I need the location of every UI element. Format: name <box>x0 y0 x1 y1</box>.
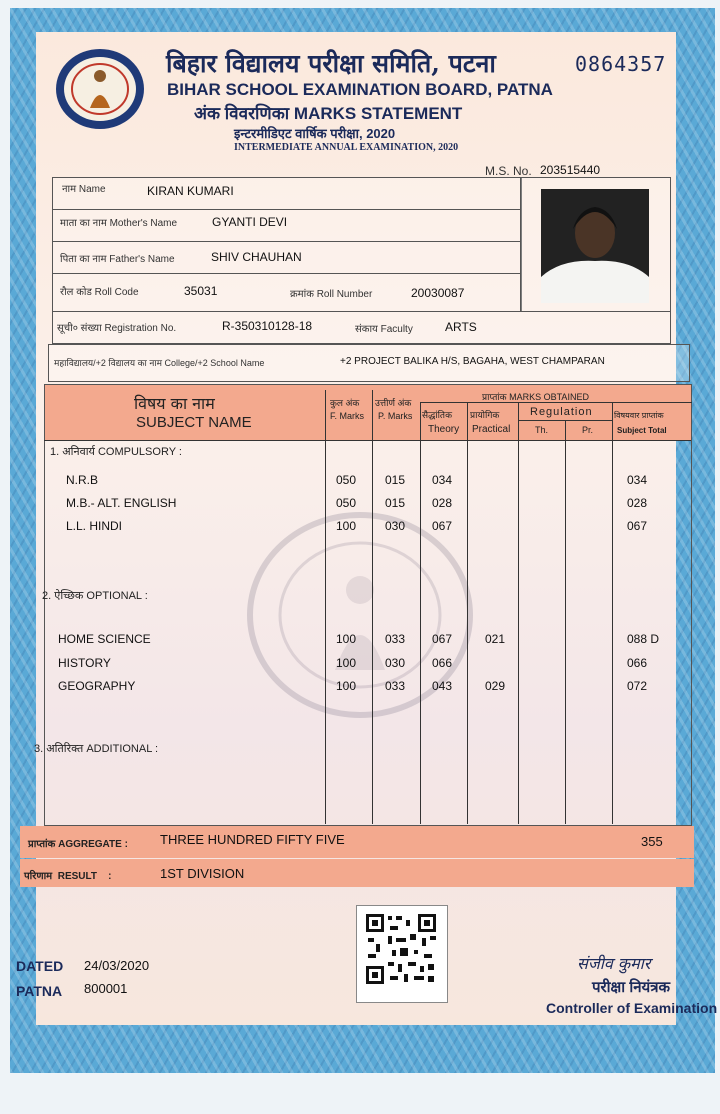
regulation-pr: Pr. <box>582 425 594 435</box>
theory-hindi: सैद्धांतिक <box>422 410 452 420</box>
faculty-value: ARTS <box>445 320 477 334</box>
practical-hindi: प्रायोगिक <box>470 410 500 420</box>
optional-section-label: 2. ऐच्छिक OPTIONAL : <box>42 590 148 602</box>
subject-total-cell: 028 <box>627 496 648 510</box>
aggregate-words: THREE HUNDRED FIFTY FIVE <box>160 832 345 847</box>
fmarks-hindi: कुल अंक <box>330 398 360 408</box>
exam-title-hindi: इन्टरमीडिएट वार्षिक परीक्षा, 2020 <box>234 126 396 141</box>
subject-total-hindi: विषयवार प्राप्तांक <box>614 411 664 420</box>
mother-label: माता का नाम Mother's Name <box>60 218 178 229</box>
additional-section-label: 3. अतिरिक्त ADDITIONAL : <box>34 743 159 755</box>
pass-marks-cell: 030 <box>385 656 406 670</box>
theory-cell: 028 <box>432 496 453 510</box>
pass-marks-cell: 033 <box>385 632 406 646</box>
theory-cell: 043 <box>432 679 453 693</box>
full-marks-cell: 050 <box>336 496 357 510</box>
college-label: महाविद्यालय/+2 विद्यालय का नाम College/+2 School Name <box>54 358 265 368</box>
controller-signature: संजीव कुमार <box>577 954 651 973</box>
subject-name: M.B.- ALT. ENGLISH <box>66 496 177 510</box>
theory-cell: 067 <box>432 632 453 646</box>
place-label: PATNA <box>16 983 63 999</box>
roll-code-value: 35031 <box>184 284 218 298</box>
result-band <box>20 859 694 887</box>
student-name: KIRAN KUMARI <box>147 184 234 198</box>
registration-value: R-350310128-18 <box>222 319 313 333</box>
regulation-th: Th. <box>535 425 549 435</box>
subject-name: N.R.B <box>66 473 99 487</box>
subject-total-cell: 088 D <box>627 632 660 646</box>
subject-total-cell: 066 <box>627 656 648 670</box>
fmarks-header: F. Marks <box>330 411 365 421</box>
qr-code-icon <box>364 912 438 986</box>
father-name: SHIV CHAUHAN <box>211 250 302 264</box>
subject-name: HOME SCIENCE <box>58 632 151 646</box>
faculty-label: संकाय Faculty <box>355 324 413 335</box>
controller-english: Controller of Examination <box>546 1000 718 1016</box>
name-label: नाम Name <box>62 184 106 195</box>
place-pin: 800001 <box>84 981 128 996</box>
board-title-english: BIHAR SCHOOL EXAMINATION BOARD, PATNA <box>167 80 553 99</box>
subject-total-cell: 072 <box>627 679 648 693</box>
subject-total-cell: 067 <box>627 519 648 533</box>
controller-hindi: परीक्षा नियंत्रक <box>592 979 671 996</box>
result-label: परिणाम RESULT : <box>24 871 112 882</box>
theory-cell: 034 <box>432 473 453 487</box>
regulation-header: Regulation <box>530 406 593 418</box>
pmarks-hindi: उत्तीर्ण अंक <box>375 398 412 408</box>
dated-value: 24/03/2020 <box>84 958 150 973</box>
pass-marks-cell: 030 <box>385 519 406 533</box>
pmarks-header: P. Marks <box>378 411 413 421</box>
name-box <box>52 177 522 210</box>
board-title-hindi: बिहार विद्यालय परीक्षा समिति, पटना <box>166 49 496 78</box>
col-divider <box>612 402 613 824</box>
full-marks-cell: 050 <box>336 473 357 487</box>
sub-header-line <box>518 420 612 421</box>
statement-title: अंक विवरणिका MARKS STATEMENT <box>194 104 463 123</box>
compulsory-section-label: 1. अनिवार्य COMPULSORY : <box>50 446 182 458</box>
col-divider <box>518 402 519 824</box>
header-divider <box>44 440 691 441</box>
dated-label: DATED <box>16 958 64 974</box>
practical-cell: 021 <box>485 632 506 646</box>
pass-marks-cell: 033 <box>385 679 406 693</box>
roll-code-label: रौल कोड Roll Code <box>60 287 139 298</box>
student-photo <box>541 189 649 303</box>
subject-name: HISTORY <box>58 656 111 670</box>
aggregate-value: 355 <box>641 834 663 849</box>
aggregate-label: प्राप्तांक AGGREGATE : <box>28 839 128 850</box>
ms-no-label: M.S. No. <box>485 164 532 178</box>
roll-number-label: क्रमांक Roll Number <box>290 289 373 300</box>
practical-cell: 029 <box>485 679 506 693</box>
serial-number: 0864357 <box>575 52 667 76</box>
subject-name: L.L. HINDI <box>66 519 123 533</box>
col-divider <box>420 402 421 824</box>
subject-name: GEOGRAPHY <box>58 679 136 693</box>
registration-label: सूची० संख्या Registration No. <box>57 323 177 334</box>
col-divider <box>565 420 566 824</box>
theory-header: Theory <box>428 424 460 435</box>
theory-cell: 067 <box>432 519 453 533</box>
full-marks-cell: 100 <box>336 656 357 670</box>
subject-total-header: Subject Total <box>617 426 667 435</box>
pass-marks-cell: 015 <box>385 473 406 487</box>
result-value: 1ST DIVISION <box>160 866 245 881</box>
subject-header-hindi: विषय का नाम <box>134 394 215 413</box>
subject-header-english: SUBJECT NAME <box>136 414 252 431</box>
subject-total-cell: 034 <box>627 473 648 487</box>
col-divider <box>467 402 468 824</box>
roll-number-value: 20030087 <box>411 286 465 300</box>
full-marks-cell: 100 <box>336 679 357 693</box>
full-marks-cell: 100 <box>336 632 357 646</box>
marks-obtained-header: प्राप्तांक MARKS OBTAINED <box>482 392 589 402</box>
col-divider <box>372 390 373 824</box>
college-value: +2 PROJECT BALIKA H/S, BAGAHA, WEST CHAMPARAN <box>340 356 605 367</box>
ms-no-value: 203515440 <box>540 163 601 177</box>
mother-name: GYANTI DEVI <box>212 215 288 229</box>
father-label: पिता का नाम Father's Name <box>60 254 175 265</box>
pass-marks-cell: 015 <box>385 496 406 510</box>
practical-header: Practical <box>472 424 511 435</box>
theory-cell: 066 <box>432 656 453 670</box>
exam-title-english: INTERMEDIATE ANNUAL EXAMINATION, 2020 <box>234 142 459 153</box>
col-divider <box>325 390 326 824</box>
board-emblem-icon <box>52 46 148 132</box>
full-marks-cell: 100 <box>336 519 357 533</box>
